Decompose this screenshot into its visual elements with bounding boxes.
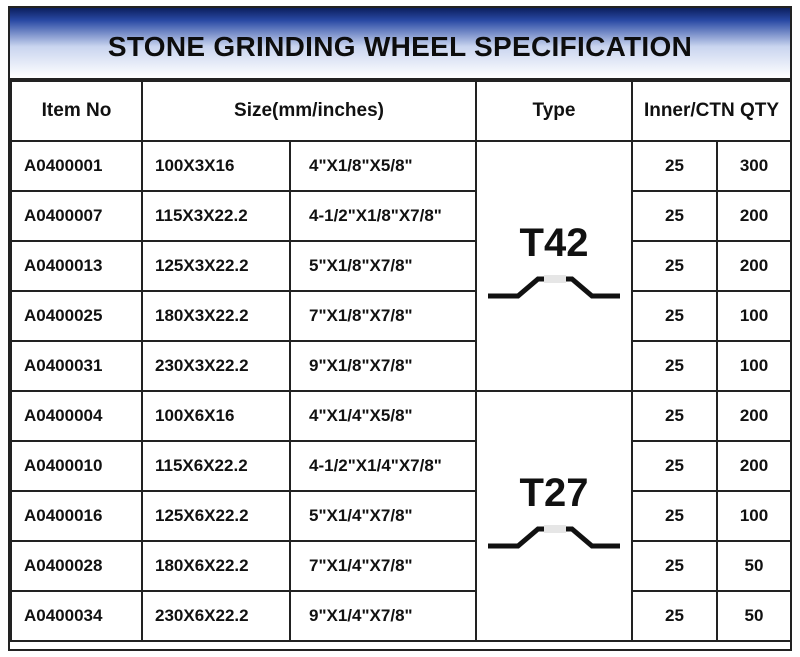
size-mm-cell: 125X3X22.2 (142, 241, 290, 291)
type-cell-t27 (476, 391, 632, 641)
depressed-center-wheel-profile-icon (486, 273, 622, 303)
ctn-qty-cell: 200 (717, 391, 791, 441)
size-mm-cell: 230X3X22.2 (142, 341, 290, 391)
item-no-cell: A0400010 (11, 441, 142, 491)
table-row (11, 541, 791, 591)
size-inch-cell: 7"X1/8"X7/8" (290, 291, 476, 341)
table-row (11, 191, 791, 241)
size-inch-cell: 5"X1/8"X7/8" (290, 241, 476, 291)
item-no-cell: A0400013 (11, 241, 142, 291)
table-row (11, 141, 791, 191)
header-row (11, 81, 791, 141)
inner-qty-cell: 25 (632, 141, 717, 191)
item-no-cell: A0400025 (11, 291, 142, 341)
table-row (11, 591, 791, 641)
size-mm-cell: 100X3X16 (142, 141, 290, 191)
size-mm-cell: 180X6X22.2 (142, 541, 290, 591)
item-no-cell: A0400028 (11, 541, 142, 591)
type-label: T42 (519, 221, 589, 265)
item-no-cell: A0400004 (11, 391, 142, 441)
inner-qty-cell: 25 (632, 441, 717, 491)
inner-qty-cell: 25 (632, 491, 717, 541)
table-row (11, 391, 791, 441)
inner-qty-cell: 25 (632, 591, 717, 641)
spec-table-body (11, 141, 791, 641)
table-row (11, 291, 791, 341)
type-cell-t42 (476, 141, 632, 391)
inner-qty-cell: 25 (632, 391, 717, 441)
ctn-qty-cell: 200 (717, 441, 791, 491)
type-label: T27 (519, 471, 589, 515)
size-inch-cell: 4-1/2"X1/4"X7/8" (290, 441, 476, 491)
ctn-qty-cell: 100 (717, 491, 791, 541)
inner-qty-cell: 25 (632, 241, 717, 291)
size-mm-cell: 115X6X22.2 (142, 441, 290, 491)
size-mm-cell: 115X3X22.2 (142, 191, 290, 241)
inner-qty-cell: 25 (632, 191, 717, 241)
ctn-qty-cell: 300 (717, 141, 791, 191)
ctn-qty-cell: 50 (717, 591, 791, 641)
item-no-cell: A0400034 (11, 591, 142, 641)
inner-qty-cell: 25 (632, 291, 717, 341)
header-qty: Inner/CTN QTY (632, 81, 791, 141)
depressed-center-wheel-profile-icon (486, 523, 622, 553)
ctn-qty-cell: 50 (717, 541, 791, 591)
size-inch-cell: 4-1/2"X1/8"X7/8" (290, 191, 476, 241)
size-inch-cell: 5"X1/4"X7/8" (290, 491, 476, 541)
size-inch-cell: 9"X1/8"X7/8" (290, 341, 476, 391)
size-mm-cell: 100X6X16 (142, 391, 290, 441)
table-row (11, 441, 791, 491)
size-mm-cell: 230X6X22.2 (142, 591, 290, 641)
header-type: Type (476, 81, 632, 141)
size-inch-cell: 4"X1/8"X5/8" (290, 141, 476, 191)
item-no-cell: A0400007 (11, 191, 142, 241)
size-inch-cell: 7"X1/4"X7/8" (290, 541, 476, 591)
table-row (11, 241, 791, 291)
item-no-cell: A0400001 (11, 141, 142, 191)
header-size: Size(mm/inches) (142, 81, 476, 141)
size-inch-cell: 9"X1/4"X7/8" (290, 591, 476, 641)
table-row (11, 341, 791, 391)
size-mm-cell: 180X3X22.2 (142, 291, 290, 341)
ctn-qty-cell: 200 (717, 191, 791, 241)
spec-table (10, 80, 792, 642)
ctn-qty-cell: 100 (717, 341, 791, 391)
spec-sheet (8, 6, 792, 651)
page-title: STONE GRINDING WHEEL SPECIFICATION (107, 31, 693, 62)
ctn-qty-cell: 200 (717, 241, 791, 291)
ctn-qty-cell: 100 (717, 291, 791, 341)
inner-qty-cell: 25 (632, 541, 717, 591)
item-no-cell: A0400016 (11, 491, 142, 541)
size-mm-cell: 125X6X22.2 (142, 491, 290, 541)
header-item-no: Item No (11, 81, 142, 141)
item-no-cell: A0400031 (11, 341, 142, 391)
size-inch-cell: 4"X1/4"X5/8" (290, 391, 476, 441)
inner-qty-cell: 25 (632, 341, 717, 391)
title-banner (10, 8, 790, 80)
table-row (11, 491, 791, 541)
